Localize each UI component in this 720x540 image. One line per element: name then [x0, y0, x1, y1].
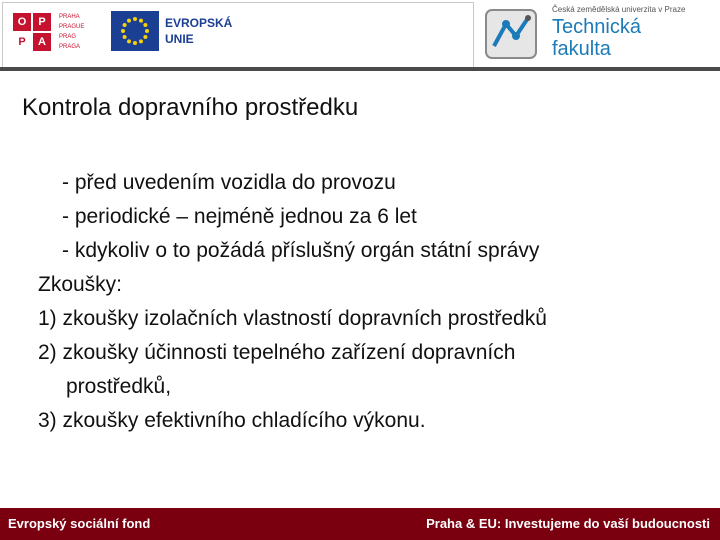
oppa-letter-a: A	[33, 33, 51, 51]
list-item: - před uvedením vozidla do provozu	[62, 171, 396, 194]
university-name: Česká zemědělská univerzita v Praze	[552, 5, 686, 14]
prag-text: PRAG	[59, 34, 77, 40]
praha-text: PRAHA	[59, 14, 80, 20]
partner-logos-banner	[2, 2, 474, 68]
tests-heading: Zkoušky:	[38, 273, 123, 296]
slide-body	[38, 166, 708, 438]
footer-right-text: Praha & EU: Investujeme do vaší budoucnosti	[426, 516, 710, 531]
list-item: 2) zkoušky účinnosti tepelného zařízení dopravních	[38, 341, 516, 364]
list-item: 1) zkoušky izolačních vlastností dopravních prostředků	[38, 307, 547, 330]
eu-label-line1: EVROPSKÁ	[165, 16, 233, 30]
prague-text: PRAGUE	[59, 24, 85, 30]
eu-flag-icon	[111, 11, 159, 51]
oppa-logo	[13, 13, 53, 53]
footer-left-text: Evropský sociální fond	[8, 516, 151, 531]
oppa-letter-p1: P	[33, 13, 51, 31]
faculty-emblem-icon	[482, 6, 540, 62]
slide-footer	[0, 508, 720, 540]
oppa-letter-o: O	[13, 13, 31, 31]
praga-text: PRAGA	[59, 44, 81, 50]
list-item: - periodické – nejméně jednou za 6 let	[62, 205, 417, 228]
faculty-name-line2: fakulta	[552, 38, 611, 60]
list-item-continuation: prostředků,	[66, 375, 172, 398]
list-item: 3) zkoušky efektivního chladícího výkonu.	[38, 409, 426, 432]
oppa-letter-p2: P	[13, 33, 31, 51]
eu-label-line2: UNIE	[165, 32, 194, 46]
header-divider	[0, 67, 720, 71]
list-item: - kdykoliv o to požádá příslušný orgán státní správy	[62, 239, 540, 262]
faculty-name-line1: Technická	[552, 16, 641, 38]
praha-city-names	[59, 13, 101, 53]
eu-label	[165, 15, 232, 47]
faculty-logo	[476, 2, 716, 66]
slide-title: Kontrola dopravního prostředku	[22, 94, 359, 121]
slide-header	[0, 0, 720, 70]
